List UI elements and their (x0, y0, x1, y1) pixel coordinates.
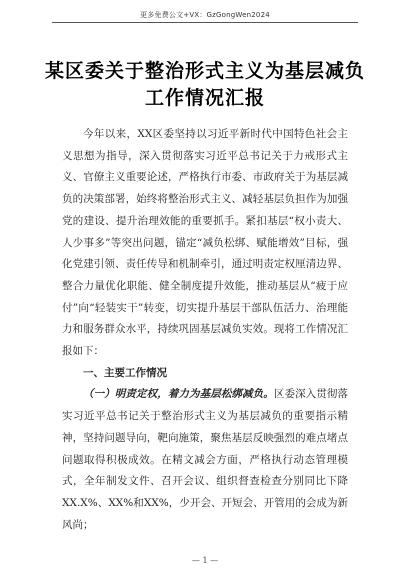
title-line-2: 工作情况汇报 (144, 87, 265, 109)
subsection-paragraph (62, 384, 348, 536)
document-body (62, 124, 348, 536)
subsection-heading: （一）明责定权，着力为基层松绑减负。 (83, 388, 274, 401)
intro-paragraph: 今年以来，XX区委坚持以习近平新时代中国特色社会主义思想为指导，深入贯彻落实习近平总书记关于力戒形式主义、官僚主义重要论述，严格执行市委、市政府关于为基层减负的决策部署，始终将整治形式主义、减轻基层负担作为加强党的建设、提升治理效能的重要抓手。紧扣基层“权小责大、人少事多”等突出问题，锚定“减负松绑、赋能增效”目标，强化党建引领、责任传导和机制牵引，通过明责定权厘清边界、整合力量优化职能、健全制度提升效能，推动基层从“疲于应付”向“轻装实干”转变，切实提升基层干部队伍活力、治理能力和服务群众水平，持续巩固基层减负实效。现将工作情况汇报如下： (62, 128, 348, 358)
subsection-text: 区委深入贯彻落实习近平总书记关于整治形式主义为基层减负的重要指示精神，坚持问题导向，靶向施策，聚焦基层反映强烈的难点堵点问题取得积极成效。在精文减会方面，严格执行动态管理模式，全年制发文件、召开会议、组织督查检查分别同比下降XX.X%、XX%和XX%，少开会、开短会、开管用的会成为新风尚； (62, 388, 348, 531)
page-number: — 1 — (191, 556, 219, 565)
title-line-1: 某区委关于整治形式主义为基层减负 (44, 60, 365, 82)
section-heading: 一、主要工作情况 (83, 366, 167, 379)
header-divider (52, 22, 358, 23)
document-title (40, 58, 370, 112)
header-note: 更多免费公文+VX：GzGongWen2024 (140, 11, 270, 19)
